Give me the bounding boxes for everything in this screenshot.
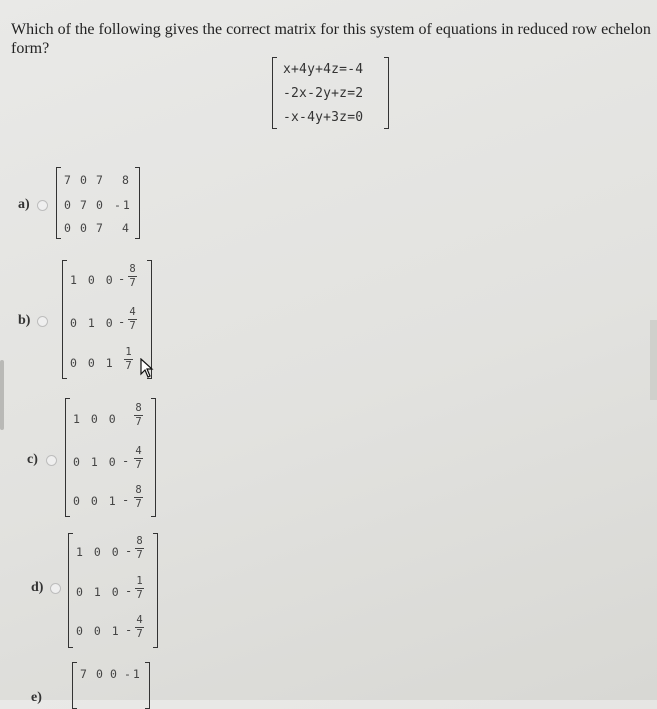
matrix-fraction (135, 615, 144, 640)
matrix-sign: - (125, 623, 133, 637)
matrix-cell: 0 0 1 (70, 356, 115, 370)
left-bracket (65, 398, 70, 517)
left-bracket (272, 57, 277, 129)
fraction-denominator: 7 (129, 320, 136, 332)
matrix-cell: 0 (96, 667, 105, 681)
radio-button-a[interactable] (37, 200, 48, 211)
matrix-cell: 0 1 0 (76, 585, 121, 599)
left-bracket (72, 662, 77, 709)
matrix-cell: 8 (122, 173, 131, 187)
matrix-sign: - (125, 544, 133, 558)
matrix-cell: 0 (110, 667, 119, 681)
fraction-numerator: 8 (129, 263, 136, 275)
matrix-cell: 4 (122, 221, 131, 235)
matrix-fraction (134, 446, 143, 471)
matrix-cell: 0 0 1 (73, 494, 118, 508)
fraction-denominator: 7 (136, 589, 143, 601)
left-bracket (62, 260, 67, 379)
equation-1: x+4y+4z=-4 (283, 62, 364, 77)
matrix-cell: 1 0 0 (76, 545, 121, 559)
matrix-cell: 7 (96, 173, 105, 187)
right-bracket (145, 662, 150, 709)
matrix-cell: 7 (96, 221, 105, 235)
matrix-sign: - (118, 272, 126, 286)
fraction-denominator: 7 (125, 360, 132, 372)
right-bracket (135, 167, 140, 239)
page-edge (650, 320, 657, 400)
fraction-denominator: 7 (129, 277, 136, 289)
radio-button-c[interactable] (46, 455, 57, 466)
fraction-numerator: 4 (135, 445, 142, 457)
matrix-fraction (135, 576, 144, 601)
fraction-denominator: 7 (135, 498, 142, 510)
option-label: b) (18, 313, 31, 328)
fraction-denominator: 7 (135, 416, 142, 428)
matrix-fraction (135, 536, 144, 561)
fraction-numerator: 4 (136, 614, 143, 626)
right-bracket (151, 398, 156, 517)
equation-2: -2x-2y+z=2 (283, 86, 364, 101)
matrix-cell: 7 (64, 173, 73, 187)
fraction-numerator: 1 (125, 346, 132, 358)
matrix-cell: 0 1 0 (73, 455, 118, 469)
matrix-cell: -1 (124, 667, 142, 681)
question-text: Which of the following gives the correct matrix for this system of equations in reduced row echelon form? (11, 21, 651, 57)
matrix-sign: - (118, 315, 126, 329)
matrix-sign: - (122, 493, 130, 507)
matrix-cell: 0 (96, 198, 105, 212)
option-label: d) (31, 580, 44, 595)
fraction-denominator: 7 (135, 459, 142, 471)
matrix-fraction (134, 485, 143, 510)
fraction-numerator: 1 (136, 575, 143, 587)
fraction-numerator: 8 (135, 484, 142, 496)
mouse-cursor-icon (140, 358, 154, 378)
matrix-fraction (128, 264, 137, 289)
matrix-cell: 0 (80, 221, 89, 235)
matrix-cell: -1 (114, 198, 132, 212)
matrix-cell: 7 (80, 198, 89, 212)
matrix-fraction (128, 307, 137, 332)
equation-3: -x-4y+3z=0 (283, 110, 364, 125)
fraction-numerator: 4 (129, 306, 136, 318)
matrix-cell: 7 (80, 667, 89, 681)
matrix-cell: 1 0 0 (70, 273, 115, 287)
fraction-numerator: 8 (135, 402, 142, 414)
fraction-denominator: 7 (136, 628, 143, 640)
fraction-numerator: 8 (136, 535, 143, 547)
matrix-cell: 0 (64, 198, 73, 212)
option-label: e) (31, 690, 42, 705)
left-bracket (56, 167, 61, 239)
option-label: c) (27, 452, 38, 467)
matrix-sign: - (125, 584, 133, 598)
matrix-fraction (124, 347, 133, 372)
radio-button-b[interactable] (37, 316, 48, 327)
radio-button-d[interactable] (50, 583, 61, 594)
fraction-denominator: 7 (136, 549, 143, 561)
matrix-fraction (134, 403, 143, 428)
right-bracket (384, 57, 389, 129)
matrix-cell: 0 (80, 173, 89, 187)
scroll-indicator[interactable] (0, 360, 4, 430)
matrix-cell: 0 (64, 221, 73, 235)
matrix-cell: 0 1 0 (70, 316, 115, 330)
left-bracket (68, 533, 73, 648)
matrix-cell: 1 0 0 (73, 412, 118, 426)
right-bracket (153, 533, 158, 648)
option-label: a) (18, 197, 30, 212)
matrix-cell: 0 0 1 (76, 624, 121, 638)
matrix-sign: - (122, 454, 130, 468)
